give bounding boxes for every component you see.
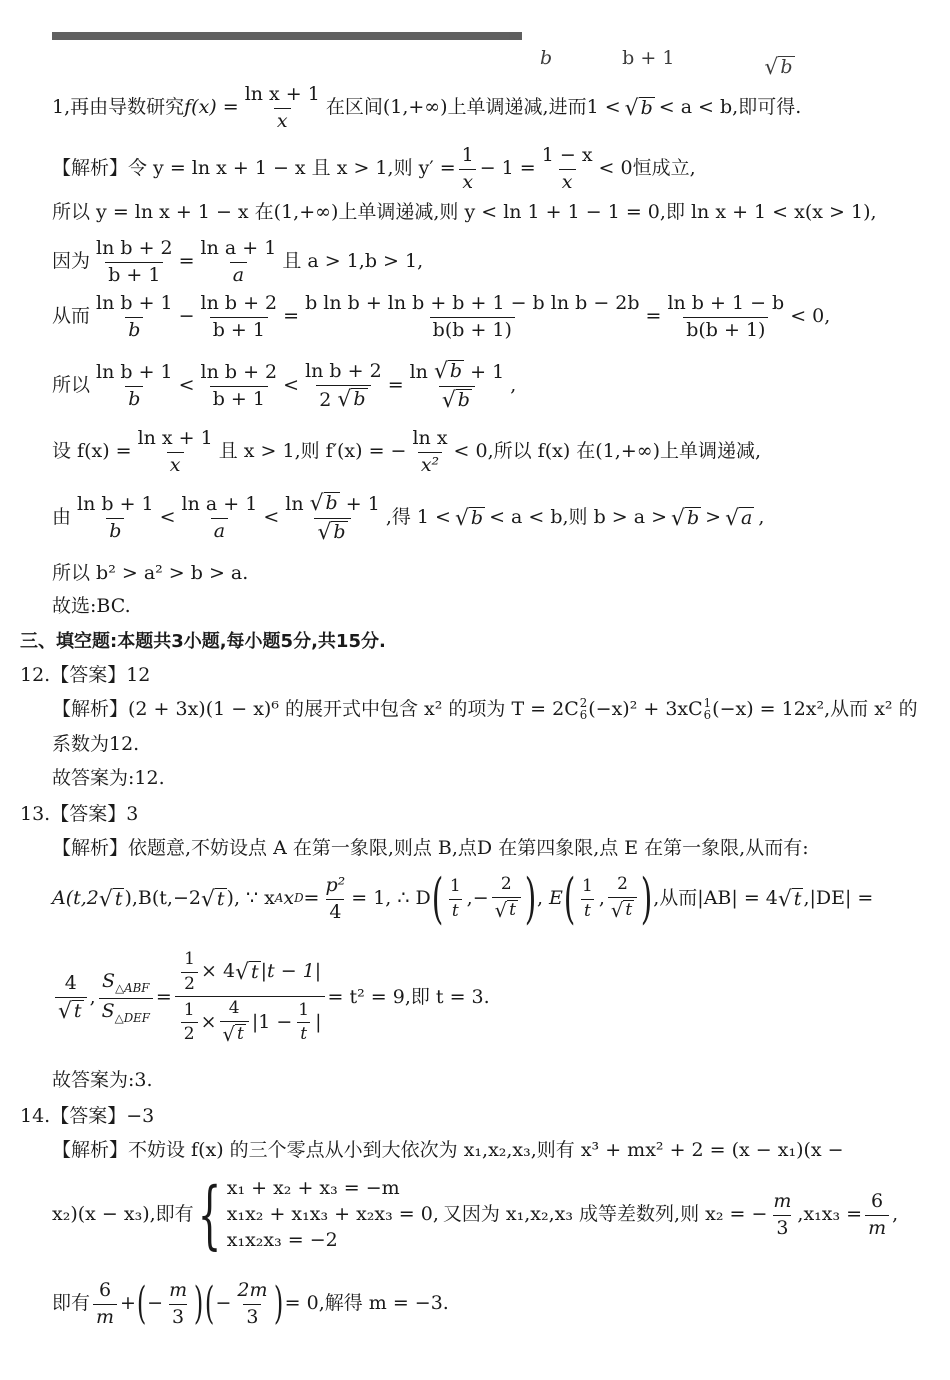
text-line: 因为 $\frac{\text{ln b + 2}}{b + 1}$ = $\frac{\text{ln a + 1}}{a}$ 且 a > 1,b > 1, xyxy=(52,237,424,286)
fraction: $\frac{m}{3}$ xyxy=(773,1189,792,1239)
fraction: $\frac{\text{b ln b + ln b + b + 1 − b ln b − 2b}}{b(b + 1)}$ xyxy=(305,292,640,341)
fraction: $\frac{\text{ln b + 1}}{b}$ xyxy=(96,292,173,341)
fraction: $\frac{\text{ln b + 1}}{b}$ xyxy=(96,361,173,410)
sqrt-b: √ b xyxy=(764,55,793,80)
fraction: $\frac{\text{ln x + 1}}{x}$ xyxy=(137,427,213,476)
fraction: ln √ b + 1 √ b xyxy=(285,491,380,545)
text-line: x₂)(x − x₃),即有 { x₁ + x₂ + x₃ = −m x₁x₂ + x₁x₃ + x₂x₃ = 0, x₁x₂x₃ = −2 又因为 x₁,x₂,x₃ 成等差数列,则 x₂ = − $\frac{m}{3}$ ,x₁x₃ = $\frac{6}{m}$ , xyxy=(52,1172,899,1258)
text-line: 系数为12. xyxy=(52,733,140,755)
text-line: A(t,2 √ t ),B(t,−2 √ t ), ∵ x A x D = $\frac{\text{p²}}{4}$ = 1, ∴ D ( $\frac{1}{t}$ ,− 2 √ t ) , E ( $\frac{1}{t}$ , 2 √ t ) ,从而|AB| = 4 √ t ,|DE| = xyxy=(52,867,874,930)
text-line: 1,再由导数研究 f(x) = $\frac{\text{ln x + 1}}{x}$ 在区间(1,+∞)上单调递减,进而1 < √ b < a < b,即可得. xyxy=(52,83,802,132)
fraction: $\frac{\text{ln a + 1}}{a}$ xyxy=(200,237,277,286)
text-line: 【解析】依题意,不妨设点 A 在第一象限,则点 B,点D 在第四象限,点 E 在第一象限,从而有: xyxy=(52,837,809,859)
sqrt: √ b xyxy=(624,95,653,121)
text-line: 【解析】令 y = ln x + 1 − x 且 x > 1,则 y′ = $\frac{1}{x}$ − 1 = $\frac{1 - x}{x}$ < 0恒成立, xyxy=(52,144,696,193)
top-cutoff-fragment: b b + 1 √ b xyxy=(52,38,936,79)
fraction: ln b + 2 2 √ b xyxy=(305,360,382,412)
fraction: 4 √ t xyxy=(55,973,87,1024)
text-line: 设 f(x) = $\frac{\text{ln x + 1}}{x}$ 且 x > 1,则 f′(x) = − $\frac{\text{ln x}}{\text{x²}}$ < 0,所以 f(x) 在(1,+∞)上单调递减, xyxy=(52,427,762,476)
question-answer-12: 12.【答案】12 xyxy=(20,664,151,686)
fraction: $\frac{1}{2}$ × 4 √ t |t − 1| $\frac{1}{2}$ × 4 √ t |1 − $\frac{1}{t}$ | xyxy=(175,950,325,1046)
fraction: $\frac{\text{ln b + 2}}{b + 1}$ xyxy=(200,361,278,410)
fraction: $\frac{6}{m}$ xyxy=(865,1191,889,1240)
fraction: ln √ b + 1 √ b xyxy=(409,359,505,413)
fraction: $\frac{\text{ln a + 1}}{a}$ xyxy=(181,493,258,542)
question-answer-14: 14.【答案】−3 xyxy=(20,1105,155,1127)
fraction: $\frac{m}{3}$ xyxy=(169,1279,188,1328)
fraction: $\frac{S_{\triangle ABF}}{S_{\triangle DEF}}$ xyxy=(99,971,153,1025)
equation-system: x₁ + x₂ + x₃ = −m x₁x₂ + x₁x₃ + x₂x₃ = 0, x₁x₂x₃ = −2 xyxy=(226,1177,439,1251)
fraction: $\frac{1 - x}{x}$ xyxy=(541,144,593,193)
fraction: $\frac{\text{ln x + 1}}{x}$ xyxy=(244,83,320,132)
text-line: 所以 y = ln x + 1 − x 在(1,+∞)上单调递减,则 y < ln 1 + 1 − 1 = 0,即 ln x + 1 < x(x > 1), xyxy=(52,201,877,223)
text-line: 即有 $\frac{6}{m}$ + ( − $\frac{m}{3}$ ) ( − $\frac{2m}{3}$ ) = 0,解得 m = −3. xyxy=(52,1278,449,1330)
fraction: $\frac{\text{ln x}}{\text{x²}}$ xyxy=(412,427,448,476)
cutoff-ink xyxy=(52,32,522,50)
text-line: 【解析】(2 + 3x)(1 − x)⁶ 的展开式中包含 x² 的项为 T = 2C 2 6 (−x)² + 3xC 1 6 (−x) = 12x²,从而 x² 的 xyxy=(52,696,918,722)
text-line: 4 √ t , $\frac{S_{\triangle ABF}}{S_{\triangle DEF}}$ = $\frac{1}{2}$ × 4 √ t |t − 1| $\frac{1}{2}$ × 4 √ t |1 − $\frac{1}{t}$ | = t² = 9,即 t = 3. xyxy=(52,950,936,1046)
fraction: $\frac{6}{m}$ xyxy=(93,1280,117,1329)
fraction: $\frac{1}{x}$ xyxy=(459,145,477,194)
fraction: $\frac{\text{ln b + 2}}{b + 1}$ xyxy=(200,292,278,341)
text-line: 故选:BC. xyxy=(52,595,131,617)
text-line: 故答案为:3. xyxy=(52,1069,153,1091)
fraction: $\frac{\text{ln b + 2}}{b + 1}$ xyxy=(96,237,173,286)
section-heading: 三、填空题:本题共3小题,每小题5分,共15分. xyxy=(20,631,386,652)
question-answer-13: 13.【答案】3 xyxy=(20,803,139,825)
fraction: $\frac{\text{p²}}{4}$ xyxy=(325,873,346,923)
text-line: 【解析】不妨设 f(x) 的三个零点从小到大依次为 x₁,x₂,x₃,则有 x³ + mx² + 2 = (x − x₁)(x − xyxy=(52,1139,844,1161)
text-line: 故答案为:12. xyxy=(52,767,165,789)
text-line: 所以 $\frac{\text{ln b + 1}}{b}$ < $\frac{\text{ln b + 2}}{b + 1}$ < ln b + 2 2 √ b = ln √ b + 1 √ b , xyxy=(52,359,517,413)
text-line: 由 $\frac{\text{ln b + 1}}{b}$ < $\frac{\text{ln a + 1}}{a}$ < ln √ b + 1 √ b ,得 1 < √ b < a < b,则 b > a > √ b > √ a , xyxy=(52,491,765,545)
fraction: $\frac{\text{ln b + 1}}{b}$ xyxy=(77,493,154,542)
text-line: 从而 $\frac{\text{ln b + 1}}{b}$ − $\frac{\text{ln b + 2}}{b + 1}$ = $\frac{\text{b ln b + ln b + b + 1 − b ln b − 2b}}{b(b + 1)}$ = $\frac{\text{ln b + 1 − b}}{b(b + 1)}$ < 0, xyxy=(52,292,831,341)
text-line: 所以 b² > a² > b > a. xyxy=(52,562,249,584)
fraction: $\frac{\text{ln b + 1 − b}}{b(b + 1)}$ xyxy=(667,292,785,341)
fraction: $\frac{2m}{3}$ xyxy=(237,1279,268,1328)
